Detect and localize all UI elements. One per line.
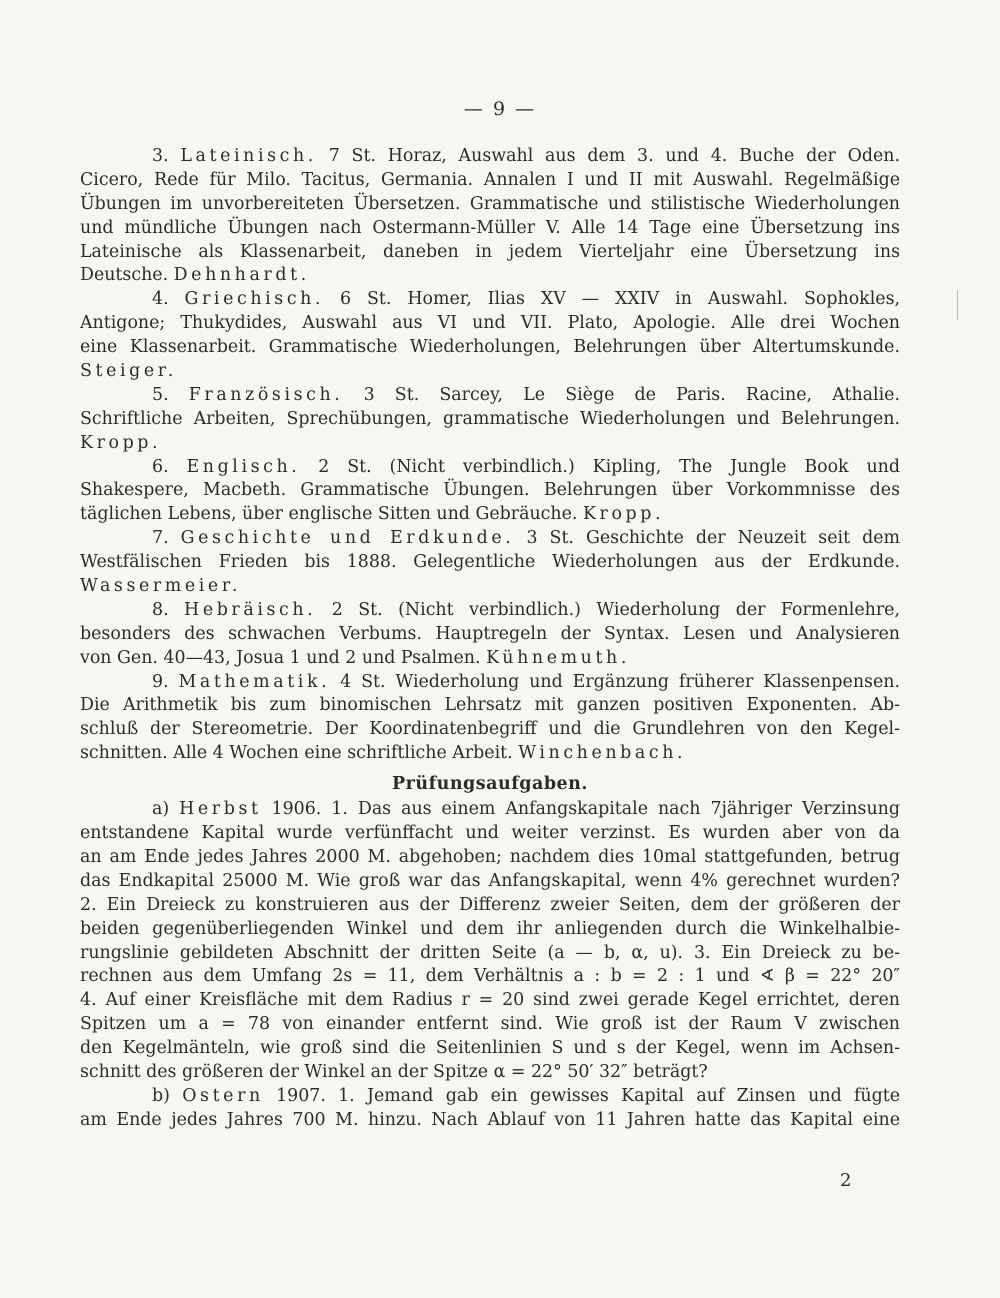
- sec3-line-1: [80, 145, 900, 169]
- exam-a-line-7: rungslinie gebildeten Abschnitt der dritten Seite (a — b, α, u). 3. Ein Dreieck zu be-: [80, 942, 900, 963]
- sec4-line-3: eine Klassenarbeit. Grammatische Wiederholungen, Belehrungen über Altertumskunde.: [80, 337, 900, 358]
- exam-a-line-3: an am Ende jedes Jahres 2000 M. abgehoben; nachdem dies 10mal stattgefunden, betrug: [80, 846, 900, 867]
- sec6-text-3: täglichen Lebens, über englische Sitten und Gebräuche.: [80, 504, 578, 525]
- exam-a-line-9: 4. Auf einer Kreisfläche mit dem Radius r = 20 sind zwei gerade Kegel errichtet, deren: [80, 990, 900, 1011]
- sec9-text-1: 4 St. Wiederholung und Ergänzung früherer Klassenpensen.: [340, 671, 900, 692]
- exam-a-label: a): [152, 799, 170, 820]
- sec4-teacher: Steiger.: [80, 361, 177, 382]
- exam-a-line-8: rechnen aus dem Umfang 2s = 11, dem Verhältnis a : b = 2 : 1 und ∢ β = 22° 20″: [80, 966, 900, 987]
- sec3-text-1: 7 St. Horaz, Auswahl aus dem 3. und 4. Buche der Oden.: [328, 146, 901, 166]
- sec8-title: Hebräisch.: [184, 599, 317, 620]
- sec6-teacher: Kropp.: [582, 504, 665, 525]
- sec3-line-3: Übungen im unvorbereiteten Übersetzen. Grammatische und stilistische Wiederholungen: [80, 193, 900, 214]
- section-heading: Prüfungsaufgaben.: [391, 774, 589, 795]
- sec8-line-2: besonders des schwachen Verbums. Hauptregeln der Syntax. Lesen und Analysieren: [80, 623, 900, 644]
- sec4-title: Griechisch.: [184, 289, 325, 310]
- exam-a-line-10: Spitzen um a = 78 von einander entfernt sind. Wie groß ist der Raum V zwischen: [80, 1014, 900, 1035]
- exam-a-text-1: 1906. 1. Das aus einem Anfangskapitale nach 7jähriger Verzinsung: [271, 799, 901, 820]
- sec9-text-4: schnitten. Alle 4 Wochen eine schriftliche Arbeit.: [80, 743, 513, 764]
- sec9-line-4: [80, 742, 900, 766]
- sec7-line-2: Westfälischen Frieden bis 1888. Gelegentliche Wiederholungen aus der Erdkunde.: [80, 552, 900, 573]
- sec7-line-1: [80, 527, 900, 551]
- exam-b-term: Ostern: [182, 1085, 264, 1106]
- sec6-title: Englisch.: [186, 456, 301, 477]
- sec9-teacher: Winchenbach.: [518, 743, 687, 764]
- sec3-title: Lateinisch.: [180, 146, 317, 166]
- sec3-teacher: Dehnhardt.: [173, 265, 310, 286]
- sec6-text-1: 2 St. (Nicht verbindlich.) Kipling, The Jungle Book und: [318, 456, 900, 477]
- sec8-text-3: von Gen. 40—43, Josua 1 und 2 und Psalmen.: [80, 647, 481, 668]
- sec8-line-3: [80, 647, 900, 671]
- sec4-text-1: 6 St. Homer, Ilias XV — XXIV in Auswahl. Sophokles,: [340, 289, 901, 310]
- sec4-num: 4.: [152, 289, 169, 310]
- margin-mark: [957, 290, 958, 320]
- sec6-line-1: [80, 456, 900, 480]
- sec3-line-4: und mündliche Übungen nach Ostermann-Müller V. Alle 14 Tage eine Übersetzung ins: [80, 217, 900, 238]
- exam-a-term: Herbst: [179, 799, 262, 820]
- exam-a-line-11: den Kegelmänteln, wie groß sind die Seitenlinien S und s der Kegel, wenn im Achsen-: [80, 1038, 900, 1059]
- sec7-num: 7.: [152, 528, 169, 549]
- sec9-num: 9.: [152, 671, 169, 692]
- sec8-num: 8.: [152, 599, 169, 620]
- exam-b-line-1: [80, 1085, 900, 1109]
- sec8-teacher: Kühnemuth.: [486, 647, 630, 668]
- sec7-title: Geschichte und Erdkunde.: [180, 528, 515, 549]
- sec8-line-1: [80, 599, 900, 623]
- sec5-line-3: [80, 432, 900, 456]
- exam-a-line-5: 2. Ein Dreieck zu konstruieren aus der Differenz zweier Seiten, dem der größeren der: [80, 894, 900, 915]
- sec6-line-3: [80, 503, 900, 527]
- sec9-line-2: Die Arithmetik bis zum binomischen Lehrsatz mit ganzen positiven Exponenten. Ab-: [80, 695, 900, 716]
- sec5-line-2: Schriftliche Arbeiten, Sprechübungen, grammatische Wiederholungen und Belehrungen.: [80, 408, 900, 429]
- exam-b-label: b): [152, 1085, 170, 1106]
- sec6-num: 6.: [152, 456, 169, 477]
- sec3-line-2: Cicero, Rede für Milo. Tacitus, Germania. Annalen I und II mit Auswahl. Regelmäßige: [80, 169, 900, 190]
- sec9-line-3: schluß der Stereometrie. Der Koordinatenbegriff und die Grundlehren von den Kegel-: [80, 719, 900, 740]
- sec7-text-1: 3 St. Geschichte der Neuzeit seit dem: [526, 528, 900, 549]
- sec5-title: Französisch.: [188, 384, 344, 405]
- sec5-num: 5.: [152, 384, 169, 405]
- exam-a-line-1: [80, 798, 900, 822]
- sec5-teacher: Kropp.: [80, 432, 162, 453]
- sec5-line-1: [80, 384, 900, 408]
- exam-a-line-4: das Endkapital 25000 M. Wie groß war das Anfangskapital, wenn 4% gerechnet wurden?: [80, 870, 900, 891]
- sec7-teacher: Wassermeier.: [80, 576, 241, 597]
- sec8-text-1: 2 St. (Nicht verbindlich.) Wiederholung der Formenlehre,: [331, 599, 900, 620]
- exam-b-line-2: am Ende jedes Jahres 700 M. hinzu. Nach Ablauf von 11 Jahren hatte das Kapital eine: [80, 1109, 900, 1130]
- sec4-line-2: Antigone; Thukydides, Auswahl aus VI und VII. Plato, Apologie. Alle drei Wochen: [80, 313, 900, 334]
- page-number-top: — 9 —: [463, 98, 537, 120]
- sec6-line-2: Shakespere, Macbeth. Grammatische Übungen. Belehrungen über Vorkommnisse des: [80, 480, 900, 501]
- exam-a-line-12: schnitt des größeren der Winkel an der Spitze α = 22° 50′ 32″ beträgt?: [80, 1061, 708, 1082]
- sec3-line-6: [80, 264, 900, 288]
- exam-a-line-2: entstandene Kapital wurde verfünffacht und weiter verzinst. Es wurden aber von da: [80, 823, 900, 844]
- page-number-bottom: 2: [840, 1170, 852, 1191]
- sec4-line-1: [80, 288, 900, 312]
- body-text: [80, 145, 900, 1133]
- exam-b-text-1: 1907. 1. Jemand gab ein gewisses Kapital auf Zinsen und fügte: [276, 1085, 901, 1106]
- sec9-title: Mathematik.: [178, 671, 331, 692]
- sec3-num: 3.: [152, 146, 169, 166]
- exam-a-line-6: beiden gegenüberliegenden Winkel und dem ihr anliegenden durch die Winkelhalbie-: [80, 918, 900, 939]
- sec5-text-1: 3 St. Sarcey, Le Siège de Paris. Racine, Athalie.: [363, 384, 900, 405]
- sec3-line-5: Lateinische als Klassenarbeit, daneben in jedem Vierteljahr eine Übersetzung ins: [80, 241, 900, 262]
- sec3-text-6: Deutsche.: [80, 265, 169, 286]
- sec9-line-1: [80, 671, 900, 695]
- sec4-line-4: [80, 360, 900, 384]
- sec7-line-3: [80, 575, 900, 599]
